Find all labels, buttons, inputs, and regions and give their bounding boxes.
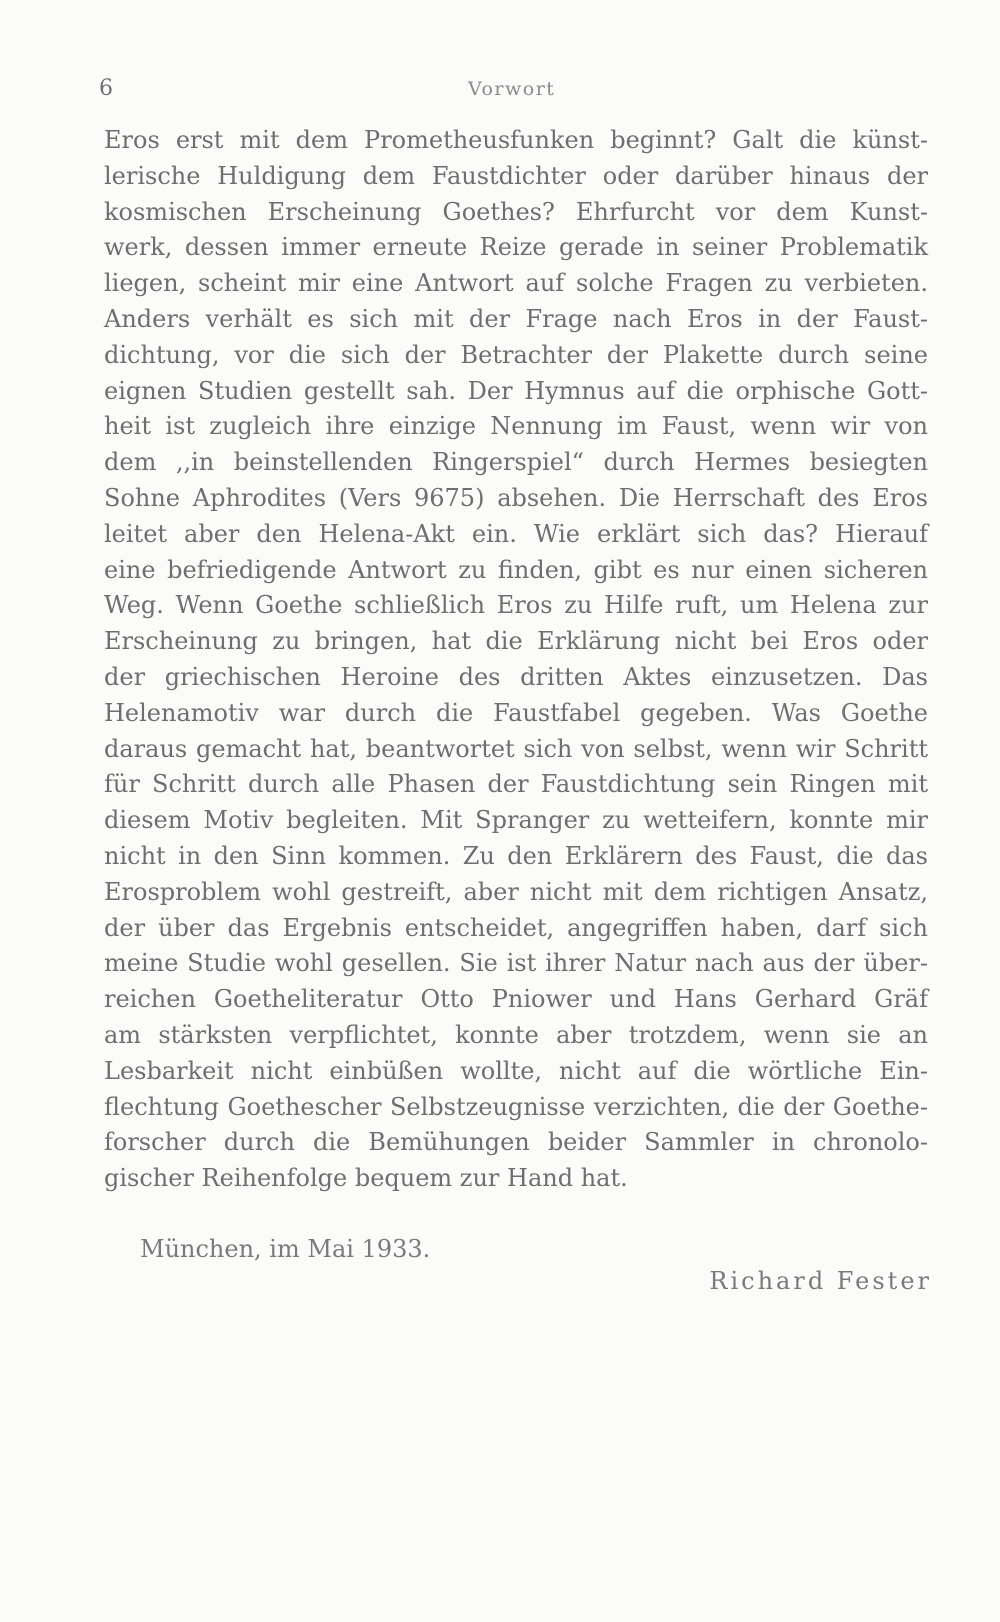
text-line: nicht in den Sinn kommen. Zu den Erklärern des Faust, die das [104,841,928,870]
text-line: eignen Studien gestellt sah. Der Hymnus auf die orphische Gott- [104,376,928,405]
text-line: lerische Huldigung dem Faustdichter oder darüber hinaus der [104,161,928,190]
text-line: der über das Ergebnis entscheidet, angegriffen haben, darf sich [104,913,928,942]
running-head: Vorwort [468,78,556,100]
text-line: reichen Goetheliteratur Otto Pniower und Hans Gerhard Gräf [104,985,928,1014]
text-line: kosmischen Erscheinung Goethes? Ehrfurcht vor dem Kunst- [104,197,928,226]
text-line: dichtung, vor die sich der Betrachter der Plakette durch seine [104,340,928,369]
text-line: Sohne Aphrodites (Vers 9675) absehen. Die Herrschaft des Eros [104,483,928,512]
text-line: Anders verhält es sich mit der Frage nach Eros in der Faust- [104,304,928,333]
text-line: Weg. Wenn Goethe schließlich Eros zu Hilfe ruft, um Helena zur [104,591,928,620]
text-line: für Schritt durch alle Phasen der Faustdichtung sein Ringen mit [104,770,928,799]
text-line: Lesbarkeit nicht einbüßen wollte, nicht auf die wörtliche Ein- [104,1056,928,1085]
text-line: Helenamotiv war durch die Faustfabel gegeben. Was Goethe [104,698,928,727]
text-line: eine befriedigende Antwort zu finden, gibt es nur einen sicheren [104,555,928,584]
place-date: München, im Mai 1933. [140,1235,431,1263]
author-signature: Richard Fester [709,1267,932,1295]
text-line: Erscheinung zu bringen, hat die Erklärung nicht bei Eros oder [104,627,928,656]
text-line: am stärksten verpflichtet, konnte aber trotzdem, wenn sie an [104,1020,928,1049]
text-line: werk, dessen immer erneute Reize gerade in seiner Problematik [104,233,928,262]
text-line: gischer Reihenfolge bequem zur Hand hat. [104,1164,628,1193]
text-line: flechtung Goethescher Selbstzeugnisse verzichten, die der Goethe- [104,1092,928,1121]
text-line: heit ist zugleich ihre einzige Nennung im Faust, wenn wir von [104,412,928,441]
body-text [104,123,928,1197]
text-line: daraus gemacht hat, beantwortet sich von selbst, wenn wir Schritt [104,734,928,763]
text-line: der griechischen Heroine des dritten Aktes einzusetzen. Das [104,662,928,691]
text-line: forscher durch die Bemühungen beider Sammler in chronolo- [104,1128,928,1157]
text-line: diesem Motiv begleiten. Mit Spranger zu wetteifern, konnte mir [104,806,928,835]
text-line: meine Studie wohl gesellen. Sie ist ihrer Natur nach aus der über- [104,949,928,978]
text-line: dem ,,in beinstellenden Ringerspiel“ durch Hermes besiegten [104,448,928,477]
text-line: liegen, scheint mir eine Antwort auf solche Fragen zu verbieten. [104,269,928,298]
text-line: Eros erst mit dem Prometheusfunken beginnt? Galt die künst- [104,126,928,154]
page-number: 6 [99,76,113,101]
text-line: Erosproblem wohl gestreift, aber nicht mit dem richtigen Ansatz, [104,877,928,906]
text-line: leitet aber den Helena-Akt ein. Wie erklärt sich das? Hierauf [104,519,928,548]
